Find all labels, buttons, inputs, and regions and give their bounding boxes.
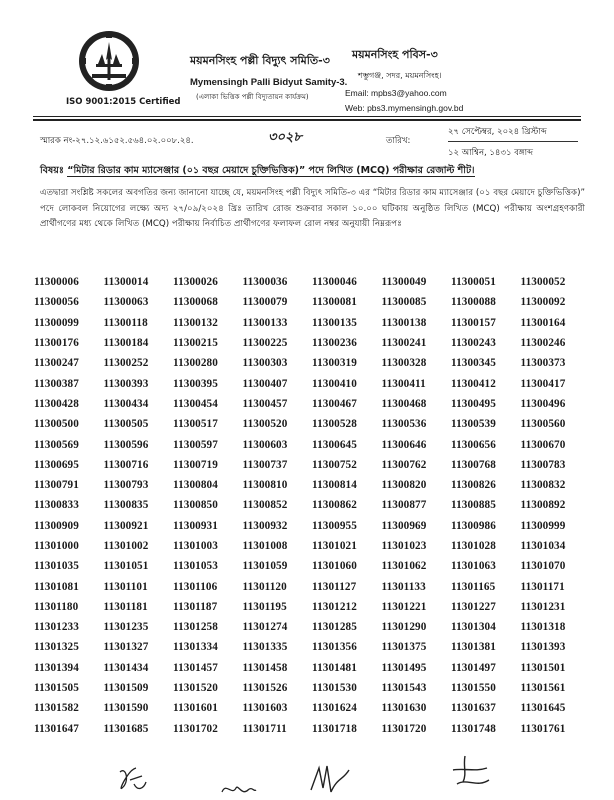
org-name-block (190, 52, 348, 103)
roll-number-cell: 11300246 (520, 337, 566, 350)
roll-number-cell: 11300241 (381, 337, 427, 350)
signature-1 (112, 762, 152, 798)
subject-text: “মিটার রিডার কাম ম্যাসেঞ্জার (০১ বছর মেয়াদে চুক্তিভিত্তিক)” পদে লিখিত (MCQ) পরীক্ষার রেজাল্ট শীট। (67, 165, 475, 176)
roll-number-cell: 11300852 (242, 499, 288, 512)
roll-number-cell: 11301106 (173, 580, 218, 593)
roll-number-cell: 11300280 (173, 357, 218, 370)
roll-number-cell: 11301394 (34, 661, 79, 674)
web-label: Web: (345, 103, 365, 113)
roll-number-cell: 11300049 (381, 276, 427, 289)
roll-number-cell: 11301375 (381, 641, 427, 654)
roll-number-cell: 11301063 (451, 560, 496, 573)
roll-number-cell: 11300505 (103, 418, 149, 431)
roll-number-cell: 11300835 (103, 499, 149, 512)
roll-number-cell: 11300892 (520, 499, 566, 512)
roll-number-cell: 11300656 (451, 438, 496, 451)
signature-3 (305, 760, 355, 800)
roll-number-cell: 11300387 (34, 377, 79, 390)
roll-number-cell: 11300118 (103, 316, 148, 329)
table-row (34, 698, 590, 718)
pbs-logo (78, 30, 140, 92)
roll-number-cell: 11300133 (242, 316, 288, 329)
table-row (34, 597, 590, 617)
roll-number-cell: 11300088 (451, 296, 496, 309)
date-gregorian: ২৭ সেপ্টেম্বর, ২০২৪ খ্রিস্টাব্দ (448, 125, 578, 142)
roll-number-cell: 11301221 (381, 600, 427, 613)
roll-number-cell: 11300099 (34, 316, 79, 329)
roll-number-cell: 11300810 (242, 479, 288, 492)
roll-number-cell: 11300932 (242, 519, 288, 532)
roll-number-cell: 11301000 (34, 540, 79, 552)
roll-number-cell: 11300826 (451, 479, 496, 492)
contact-web-line (345, 103, 555, 113)
roll-number-cell: 11300068 (173, 296, 218, 309)
roll-number-cell: 11300319 (312, 357, 357, 370)
roll-number-cell: 11301505 (34, 682, 79, 695)
roll-number-cell: 11300036 (242, 276, 288, 289)
roll-number-cell: 11301501 (520, 661, 566, 674)
roll-number-cell: 11300417 (520, 377, 566, 390)
roll-number-cell: 11301590 (103, 702, 149, 715)
roll-number-cell: 11300645 (312, 438, 357, 451)
roll-number-cell: 11300006 (34, 276, 79, 289)
roll-number-cell: 11301561 (520, 682, 566, 695)
table-row (34, 719, 590, 739)
roll-number-cell: 11301711 (242, 722, 287, 735)
roll-number-cell: 11300247 (34, 357, 79, 370)
roll-number-cell: 11300132 (173, 316, 218, 329)
roll-number-cell: 11300345 (451, 357, 496, 370)
roll-number-cell: 11300793 (103, 479, 149, 492)
roll-number-cell: 11301059 (242, 560, 288, 573)
table-row (34, 353, 590, 373)
roll-number-cell: 11300783 (520, 458, 566, 471)
roll-number-cell: 11301021 (312, 540, 357, 552)
roll-number-cell: 11301457 (173, 661, 218, 674)
roll-number-cell: 11300850 (173, 499, 218, 512)
roll-number-cell: 11300434 (103, 397, 149, 410)
roll-number-cell: 11301637 (451, 702, 496, 715)
roll-number-cell: 11300752 (312, 458, 357, 471)
signature-4 (445, 752, 495, 792)
roll-number-cell: 11301748 (451, 722, 496, 735)
roll-number-cell: 11300768 (451, 458, 496, 471)
roll-number-cell: 11300603 (242, 438, 288, 451)
roll-number-cell: 11300079 (242, 296, 288, 309)
roll-number-cell: 11300138 (381, 316, 427, 329)
roll-number-cell: 11301497 (451, 661, 496, 674)
roll-number-cell: 11301008 (242, 540, 288, 552)
roll-number-cell: 11300051 (451, 276, 496, 289)
roll-number-cell: 11300560 (520, 418, 566, 431)
roll-number-cell: 11301495 (381, 661, 427, 674)
header-divider-thick (33, 119, 581, 121)
roll-number-cell: 11300225 (242, 337, 288, 350)
roll-number-cell: 11300520 (242, 418, 288, 431)
roll-number-cell: 11300063 (103, 296, 149, 309)
table-row (34, 394, 590, 414)
roll-number-cell: 11301550 (451, 682, 496, 695)
roll-number-cell: 11300909 (34, 519, 79, 532)
table-row (34, 455, 590, 475)
roll-number-cell: 11300243 (451, 337, 496, 350)
roll-number-cell: 11301070 (520, 560, 566, 573)
roll-number-cell: 11300737 (242, 458, 288, 471)
memo-reference: স্মারক নং-২৭.১২.৬১৫২.৫৬৪.০২.০০৮.২৪. (40, 136, 194, 146)
table-row (34, 313, 590, 333)
roll-number-cell: 11300804 (173, 479, 218, 492)
roll-number-cell: 11300495 (451, 397, 496, 410)
date-block (448, 125, 578, 160)
roll-number-cell: 11301718 (312, 722, 357, 735)
roll-number-cell: 11301624 (312, 702, 357, 715)
roll-number-cell: 11301035 (34, 560, 79, 573)
roll-number-cell: 11301645 (520, 702, 566, 715)
roll-number-cell: 11301060 (312, 560, 357, 573)
roll-number-cell: 11300164 (520, 316, 566, 329)
roll-number-cell: 11301318 (520, 621, 566, 634)
roll-number-cell: 11301053 (173, 560, 218, 573)
roll-number-cell: 11300833 (34, 499, 79, 512)
email-label: Email: (345, 88, 369, 98)
table-row (34, 617, 590, 637)
roll-number-cell: 11300885 (451, 499, 496, 512)
iso-certification: ISO 9001:2015 Certified (66, 97, 181, 107)
roll-number-cell: 11301227 (451, 600, 496, 613)
date-bangla: ১২ আশ্বিন, ১৪৩১ বঙ্গাব্দ (448, 148, 533, 158)
roll-number-cell: 11301761 (520, 722, 566, 735)
roll-number-cell: 11300411 (381, 377, 426, 390)
roll-number-table (34, 272, 590, 739)
table-row (34, 434, 590, 454)
notice-body: এতদ্বারা সংশ্লিষ্ট সকলের অবগতির জন্য জানানো যাচ্ছে যে, ময়মনসিংহ পল্লী বিদ্যুৎ সমিতি-৩ এর “মিটার রিডার কাম ম্যাসেঞ্জার (০১ বছর মেয়াদে চুক্তিভিত্তিক)” পদে লোকবল নিয়োগের লক্ষ্যে অদ্য ২৭/০৯/২০২৪ খ্রিঃ তারিখ রোজ শুক্রবার সকাল ১০.০০ ঘটিকায় অনুষ্ঠিত লিখিত (MCQ) পরীক্ষায় অংশগ্রহণকারী প্রার্থীগণের মধ্য থেকে লিখিত (MCQ) পরীক্ষায় নির্বাচিত প্রার্থীগণের ফলাফল রোল নম্বর অনুযায়ী নিম্নরূপঃ (40, 188, 585, 230)
roll-number-cell: 11300085 (381, 296, 427, 309)
roll-number-cell: 11300328 (381, 357, 427, 370)
roll-number-cell: 11301101 (103, 580, 148, 593)
roll-number-cell: 11300536 (381, 418, 427, 431)
roll-number-cell: 11301647 (34, 722, 79, 735)
roll-number-cell: 11300496 (520, 397, 566, 410)
roll-number-cell: 11301458 (242, 661, 288, 674)
roll-number-cell: 11300569 (34, 438, 79, 451)
roll-number-cell: 11300832 (520, 479, 566, 492)
roll-number-cell: 11301327 (103, 641, 149, 654)
org-name-english: Mymensingh Palli Bidyut Samity-3. (190, 77, 348, 88)
roll-number-cell: 11300176 (34, 337, 79, 350)
roll-number-cell: 11301258 (173, 621, 218, 634)
memo-handwritten-number: ৩০২৮ (268, 130, 302, 145)
roll-number-cell: 11300716 (103, 458, 149, 471)
roll-number-cell: 11300395 (173, 377, 218, 390)
table-row (34, 414, 590, 434)
roll-number-cell: 11301285 (312, 621, 357, 634)
roll-number-cell: 11300468 (381, 397, 427, 410)
roll-number-cell: 11300215 (173, 337, 218, 350)
roll-number-cell: 11301120 (242, 580, 287, 593)
roll-number-cell: 11301520 (173, 682, 218, 695)
table-row (34, 292, 590, 312)
email-link[interactable]: mpbs3@yahoo.com (371, 88, 447, 98)
roll-number-cell: 11300014 (103, 276, 149, 289)
roll-number-cell: 11300026 (173, 276, 218, 289)
table-row (34, 495, 590, 515)
roll-number-cell: 11301062 (381, 560, 427, 573)
roll-number-cell: 11300646 (381, 438, 427, 451)
roll-number-cell: 11301171 (520, 580, 565, 593)
roll-number-cell: 11301165 (451, 580, 496, 593)
roll-number-cell: 11301530 (312, 682, 357, 695)
table-row (34, 678, 590, 698)
roll-number-cell: 11300428 (34, 397, 79, 410)
roll-number-cell: 11301133 (381, 580, 426, 593)
roll-number-cell: 11300410 (312, 377, 357, 390)
roll-number-cell: 11301003 (173, 540, 218, 552)
roll-number-cell: 11301509 (103, 682, 149, 695)
roll-number-cell: 11300791 (34, 479, 79, 492)
table-row (34, 333, 590, 353)
roll-number-cell: 11301393 (520, 641, 566, 654)
roll-number-cell: 11300517 (173, 418, 218, 431)
table-row (34, 536, 590, 556)
roll-number-cell: 11300820 (381, 479, 427, 492)
roll-number-cell: 11301290 (381, 621, 427, 634)
roll-number-cell: 11301630 (381, 702, 427, 715)
roll-number-cell: 11300412 (451, 377, 496, 390)
roll-number-cell: 11300539 (451, 418, 496, 431)
roll-number-cell: 11301180 (34, 600, 79, 613)
roll-number-cell: 11300670 (520, 438, 566, 451)
roll-number-cell: 11301023 (381, 540, 427, 552)
roll-number-cell: 11301235 (103, 621, 149, 634)
roll-number-cell: 11301187 (173, 600, 218, 613)
roll-number-cell: 11301181 (103, 600, 148, 613)
signature-2 (218, 778, 258, 800)
roll-number-cell: 11301543 (381, 682, 427, 695)
table-row (34, 556, 590, 576)
roll-number-cell: 11301603 (242, 702, 288, 715)
roll-number-cell: 11301335 (242, 641, 288, 654)
roll-number-cell: 11300921 (103, 519, 149, 532)
roll-number-cell: 11300046 (312, 276, 357, 289)
roll-number-cell: 11301720 (381, 722, 427, 735)
roll-number-cell: 11300596 (103, 438, 149, 451)
roll-number-cell: 11300393 (103, 377, 149, 390)
table-row (34, 373, 590, 393)
roll-number-cell: 11300184 (103, 337, 149, 350)
roll-number-cell: 11300236 (312, 337, 357, 350)
roll-number-cell: 11300252 (103, 357, 149, 370)
roll-number-cell: 11301356 (312, 641, 357, 654)
roll-number-cell: 11300862 (312, 499, 357, 512)
contact-address: শম্ভুগঞ্জ, সদর, ময়মনসিংহ। (358, 71, 442, 80)
table-row (34, 475, 590, 495)
roll-number-cell: 11300695 (34, 458, 79, 471)
roll-number-cell: 11300457 (242, 397, 288, 410)
roll-number-cell: 11301685 (103, 722, 149, 735)
roll-number-cell: 11300955 (312, 519, 357, 532)
table-row (34, 272, 590, 292)
roll-number-cell: 11301526 (242, 682, 288, 695)
subject-prefix: বিষয়ঃ (40, 165, 64, 176)
org-subtitle: (এলাকা ভিত্তিক পল্লী বিদ্যুতায়ন কার্যক্রম) (196, 93, 309, 101)
roll-number-cell: 11300500 (34, 418, 79, 431)
date-label: তারিখ: (386, 136, 411, 146)
roll-number-cell: 11301002 (103, 540, 149, 552)
roll-number-cell: 11300303 (242, 357, 288, 370)
roll-number-cell: 11301304 (451, 621, 496, 634)
contact-block (345, 46, 555, 113)
table-row (34, 658, 590, 678)
roll-number-cell: 11300373 (520, 357, 566, 370)
table-row (34, 516, 590, 536)
roll-number-cell: 11301582 (34, 702, 79, 715)
table-row (34, 576, 590, 596)
roll-number-cell: 11301233 (34, 621, 79, 634)
roll-number-cell: 11300597 (173, 438, 218, 451)
roll-number-cell: 11300092 (520, 296, 566, 309)
roll-number-cell: 11301381 (451, 641, 496, 654)
roll-number-cell: 11301601 (173, 702, 218, 715)
roll-number-cell: 11300877 (381, 499, 427, 512)
contact-email-line (345, 88, 555, 98)
roll-number-cell: 11300135 (312, 316, 357, 329)
roll-number-cell: 11300931 (173, 519, 218, 532)
roll-number-cell: 11301702 (173, 722, 218, 735)
roll-number-cell: 11300056 (34, 296, 79, 309)
roll-number-cell: 11301051 (103, 560, 149, 573)
subject-line (40, 164, 580, 179)
roll-number-cell: 11301481 (312, 661, 357, 674)
org-name-bangla: ময়মনসিংহ পল্লী বিদ্যুৎ সমিতি-৩ (190, 54, 330, 67)
roll-number-cell: 11300081 (312, 296, 357, 309)
roll-number-cell: 11301081 (34, 580, 79, 593)
roll-number-cell: 11301334 (173, 641, 218, 654)
roll-number-cell: 11301127 (312, 580, 357, 593)
roll-number-cell: 11300528 (312, 418, 357, 431)
header-divider-thin (33, 116, 581, 117)
roll-number-cell: 11301034 (520, 540, 566, 552)
contact-name: ময়মনসিংহ পবিস-৩ (352, 48, 438, 61)
roll-number-cell: 11300986 (451, 519, 496, 532)
roll-number-cell: 11300454 (173, 397, 218, 410)
roll-number-cell: 11301231 (520, 600, 566, 613)
roll-number-cell: 11300052 (520, 276, 566, 289)
roll-number-cell: 11300467 (312, 397, 357, 410)
roll-number-cell: 11300407 (242, 377, 288, 390)
roll-number-cell: 11301325 (34, 641, 79, 654)
roll-number-cell: 11301212 (312, 600, 357, 613)
roll-number-cell: 11300157 (451, 316, 496, 329)
roll-number-cell: 11301195 (242, 600, 287, 613)
roll-number-cell: 11300999 (520, 519, 566, 532)
roll-number-cell: 11300814 (312, 479, 357, 492)
table-row (34, 637, 590, 657)
roll-number-cell: 11301434 (103, 661, 149, 674)
roll-number-cell: 11300762 (381, 458, 427, 471)
roll-number-cell: 11301274 (242, 621, 288, 634)
roll-number-cell: 11301028 (451, 540, 496, 552)
web-link[interactable]: pbs3.mymensingh.gov.bd (367, 103, 464, 113)
roll-number-cell: 11300719 (173, 458, 218, 471)
roll-number-cell: 11300969 (381, 519, 427, 532)
